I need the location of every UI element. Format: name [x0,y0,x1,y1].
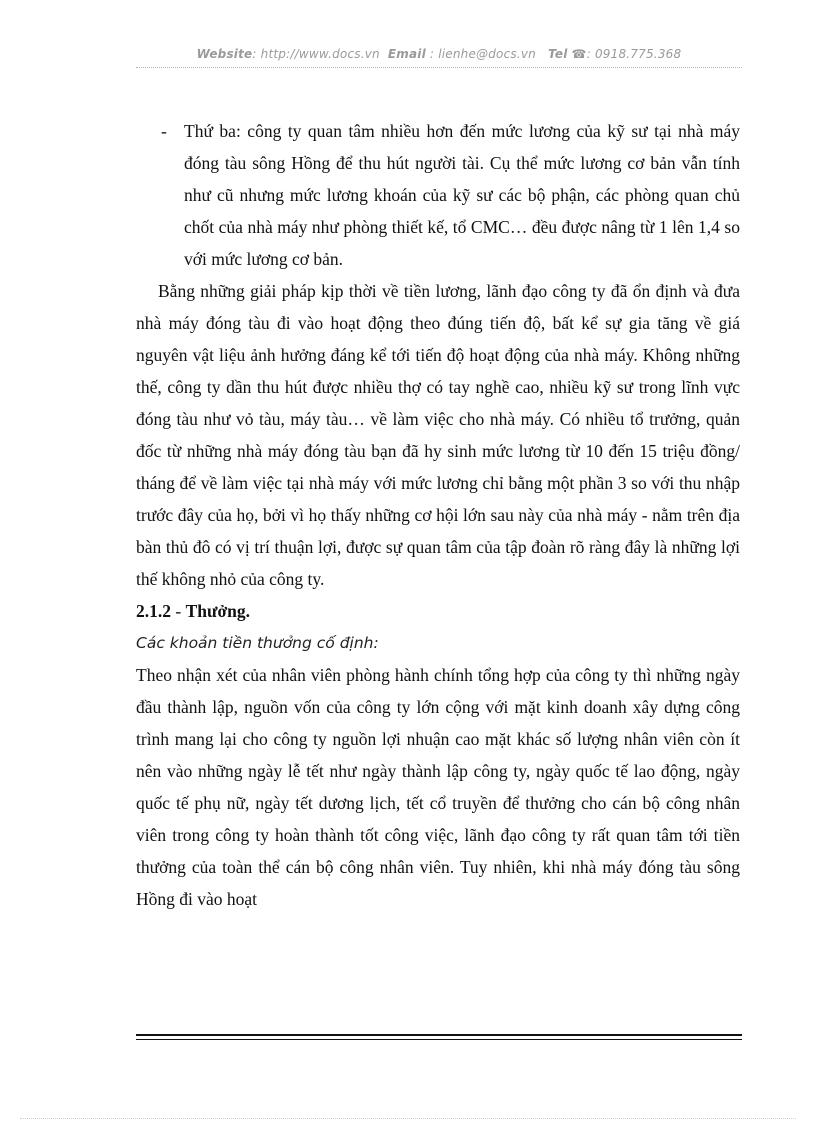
website-label: Website [196,47,253,61]
page-bottom-edge [20,1118,796,1119]
subheading: Các khoản tiền thưởng cố định: [136,634,379,652]
website-value: : http://www.docs.vn [252,47,380,61]
section-separator: - [171,601,186,621]
email-value: : lienhe@docs.vn [425,47,536,61]
paragraph-2: Theo nhận xét của nhân viên phòng hành chính tổng hợp của công ty thì những ngày đầu thành lập, nguồn vốn của công ty lớn cộng với mặt kinh doanh xây dựng công trình mang lại cho công ty nguồn lợi nhuận cao mặt khác số lượng nhân viên còn ít nên vào những ngày lễ tết như ngày thành lập công ty, ngày quốc tế lao động, ngày quốc tế phụ nữ, ngày tết dương lịch, tết cổ truyền để thưởng cho cán bộ công nhân viên trong công ty hoàn thành tốt công việc, lãnh đạo công ty rất quan tâm tới tiền thưởng của toàn thể cán bộ công nhân viên. Tuy nhiên, khi nhà máy đóng tàu sông Hồng đi vào hoạt [136,665,740,909]
bullet-text: Thứ ba: công ty quan tâm nhiều hơn đến mức lương của kỹ sư tại nhà máy đóng tàu sông Hồng để thu hút người tài. Cụ thể mức lương cơ bản vẫn tính như cũ nhưng mức lương khoán của kỹ sư các bộ phận, các phòng quan chủ chốt của nhà máy như phòng thiết kế, tổ CMC… đều được nâng từ 1 lên 1,4 so với mức lương cơ bản. [184,121,740,269]
bullet-dash: - [161,121,167,141]
email-label: Email [387,47,426,61]
tel-label: Tel [548,47,568,61]
paragraph-1: Bằng những giải pháp kịp thời về tiền lương, lãnh đạo công ty đã ổn định và đưa nhà máy đóng tàu đi vào hoạt động theo đúng tiến độ, bất kể sự gia tăng về giá nguyên vật liệu ảnh hưởng đáng kể tới tiến độ hoạt động của nhà máy. Không những thế, công ty dần thu hút được nhiều thợ có tay nghề cao, nhiều kỹ sư trong lĩnh vực đóng tàu như vỏ tàu, máy tàu… về làm việc cho nhà máy. Có nhiều tổ trưởng, quản đốc từ những nhà máy đóng tàu bạn đã hy sinh mức lương từ 10 đến 15 triệu đồng/ tháng để về làm việc tại nhà máy với mức lương chỉ bằng một phần 3 so với thu nhập trước đây của họ, bởi vì họ thấy những cơ hội lớn sau này của nhà máy - nằm trên địa bàn thủ đô có vị trí thuận lợi, được sự quan tâm của tập đoàn rõ ràng đây là những lợi thế không nhỏ của công ty. [136,281,740,589]
header-divider [136,67,742,68]
footer-divider-thin [136,1039,742,1040]
page-header [136,47,742,61]
phone-icon: ☎ [571,47,587,61]
section-title: Thưởng. [185,601,251,621]
tel-value: : 0918.775.368 [586,47,682,61]
document-body [136,115,740,915]
footer-divider-thick [136,1034,742,1036]
bullet-item [136,115,740,275]
section-heading [136,595,740,627]
section-number: 2.1.2 [136,601,171,621]
